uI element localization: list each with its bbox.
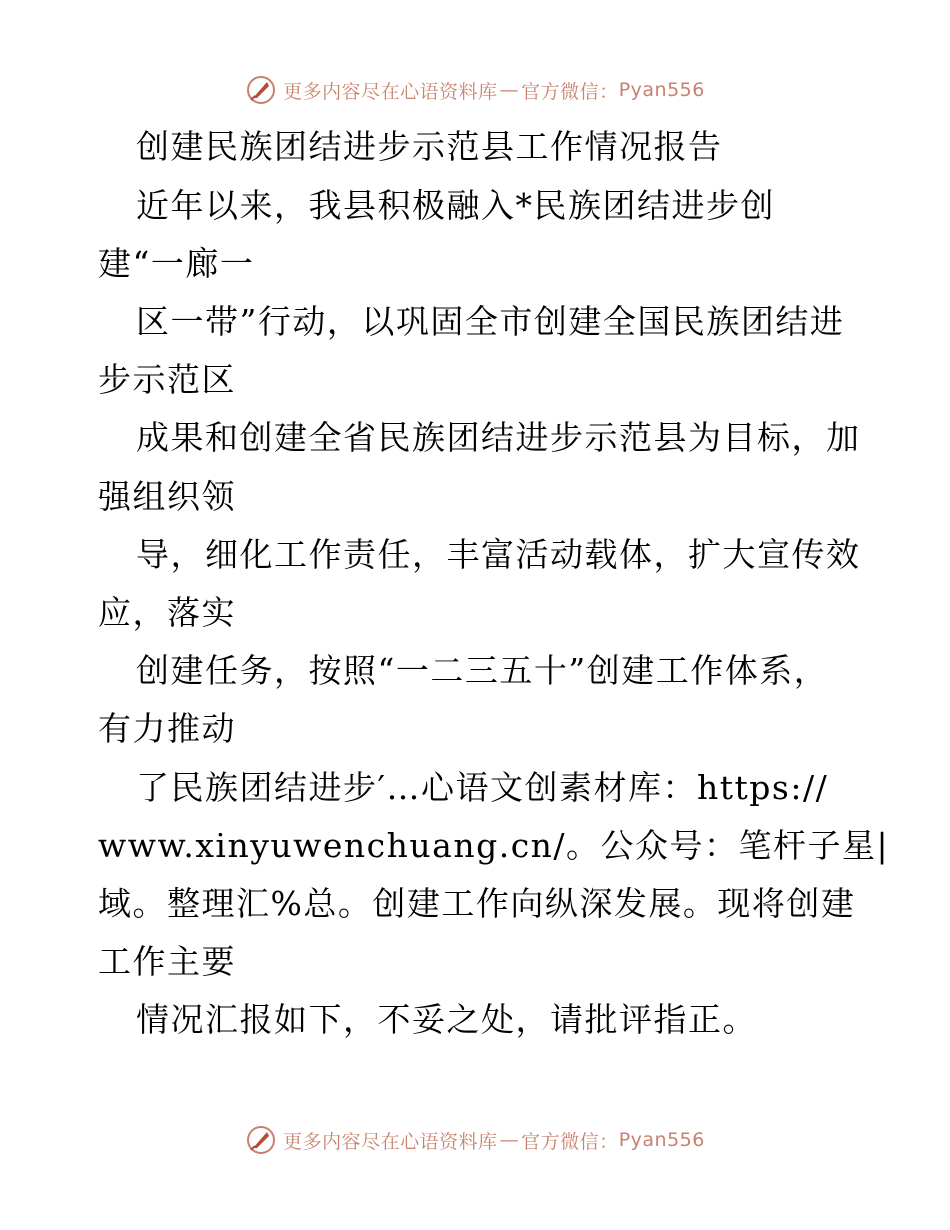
- watermark-suffix-label: 官方微信：: [521, 80, 619, 103]
- watermark-wechat-id: Pyan556: [618, 79, 705, 101]
- paragraph-line: 创建任务，按照“一二三五十”创建工作体系，: [136, 651, 829, 690]
- paragraph-line: 建“一廊一: [98, 244, 255, 283]
- watermark-suffix-label: 官方微信：: [521, 1130, 619, 1153]
- paragraph-line: 区一带”行动，以巩固全市创建全国民族团结进: [136, 302, 845, 341]
- watermark-brand: 更多内容尽在心语资料库: [283, 80, 498, 103]
- paragraph-line: www.xinyuwenchuang.cn/。公众号：笔杆子星|: [98, 826, 890, 865]
- watermark-brand: 更多内容尽在心语资料库: [283, 1130, 498, 1153]
- feather-pen-circle-icon: [245, 74, 277, 106]
- paragraph-line: 成果和创建全省民族团结进步示范县为目标，加: [136, 418, 861, 457]
- paragraph-line: 步示范区: [98, 360, 236, 399]
- document-title: 创建民族团结进步示范县工作情况报告: [136, 127, 723, 166]
- paragraph-line: 强组织领: [98, 477, 236, 516]
- watermark-dash: —: [499, 1129, 520, 1151]
- feather-pen-circle-icon: [245, 1124, 277, 1156]
- paragraph-line: 情况汇报如下，不妥之处，请批评指正。: [136, 1000, 757, 1039]
- paragraph-line: 近年以来，我县积极融入*民族团结进步创: [136, 186, 775, 225]
- paragraph-line: 了民族团结进步′…心语文创素材库：https://: [136, 768, 829, 807]
- watermark-dash: —: [499, 79, 520, 101]
- watermark-footer: [0, 1120, 950, 1160]
- paragraph-line: 域。整理汇%总。创建工作向纵深发展。现将创建: [98, 884, 856, 923]
- paragraph-line: 导，细化工作责任，丰富活动载体，扩大宣传效: [136, 535, 861, 574]
- paragraph-line: 工作主要: [98, 942, 236, 981]
- watermark-wechat-id: Pyan556: [618, 1129, 705, 1151]
- paragraph-line: 有力推动: [98, 709, 236, 748]
- watermark-header: [0, 70, 950, 110]
- paragraph-line: 应，落实: [98, 593, 236, 632]
